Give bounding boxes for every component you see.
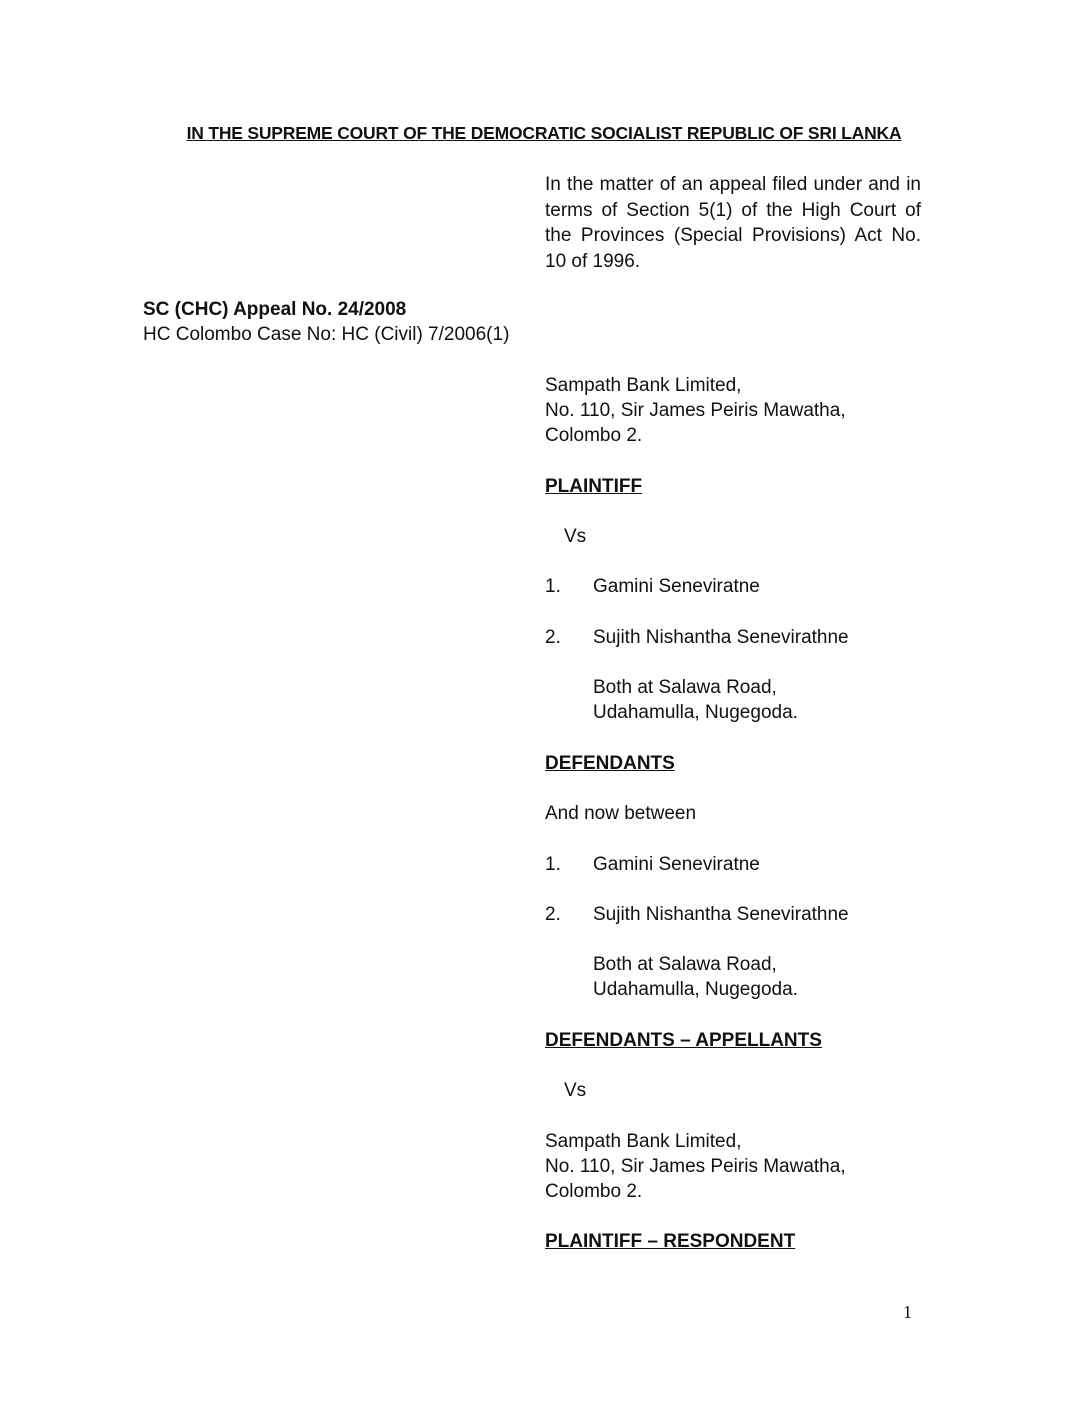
plaintiff-address-line: Colombo 2. <box>545 425 643 446</box>
defendants-address-line: Udahamulla, Nugegoda. <box>593 702 798 723</box>
and-now-between: And now between <box>545 803 697 824</box>
party-number: 2. <box>545 904 561 925</box>
plaintiff-address-line: No. 110, Sir James Peiris Mawatha, <box>545 400 846 421</box>
respondent-address-line: Colombo 2. <box>545 1181 643 1202</box>
respondent-address <box>545 1129 846 1204</box>
plaintiff-address-line: Sampath Bank Limited, <box>545 375 742 396</box>
appellants-address-line: Both at Salawa Road, <box>593 954 777 975</box>
appeal-number: SC (CHC) Appeal No. 24/2008 <box>143 299 407 320</box>
party-name: Gamini Seneviratne <box>593 854 760 875</box>
party-name: Sujith Nishantha Senevirathne <box>593 627 849 648</box>
appellants-address <box>593 952 798 1002</box>
defendants-address <box>593 675 798 725</box>
versus-label: Vs <box>564 1080 587 1101</box>
party-name: Gamini Seneviratne <box>593 576 760 597</box>
party-name: Sujith Nishantha Senevirathne <box>593 904 849 925</box>
hc-case-number: HC Colombo Case No: HC (Civil) 7/2006(1) <box>143 324 510 345</box>
court-title: IN THE SUPREME COURT OF THE DEMOCRATIC SOCIALIST REPUBLIC OF SRI LANKA <box>186 123 902 143</box>
respondent-label: PLAINTIFF – RESPONDENT <box>545 1231 796 1252</box>
plaintiff-address <box>545 373 846 448</box>
page-number: 1 <box>903 1302 912 1322</box>
party-number: 1. <box>545 576 561 597</box>
appellants-label: DEFENDANTS – APPELLANTS <box>545 1030 822 1051</box>
versus-label: Vs <box>564 526 587 547</box>
party-number: 1. <box>545 854 561 875</box>
party-number: 2. <box>545 627 561 648</box>
respondent-address-line: No. 110, Sir James Peiris Mawatha, <box>545 1156 846 1177</box>
defendants-label: DEFENDANTS <box>545 753 675 774</box>
appellants-address-line: Udahamulla, Nugegoda. <box>593 979 798 1000</box>
respondent-address-line: Sampath Bank Limited, <box>545 1131 742 1152</box>
defendants-address-line: Both at Salawa Road, <box>593 677 777 698</box>
preamble-text: In the matter of an appeal filed under and in terms of Section 5(1) of the High Court of the Provinces (Special Provisions) Act No. 10 of 1996. <box>545 174 921 272</box>
plaintiff-label: PLAINTIFF <box>545 476 643 497</box>
